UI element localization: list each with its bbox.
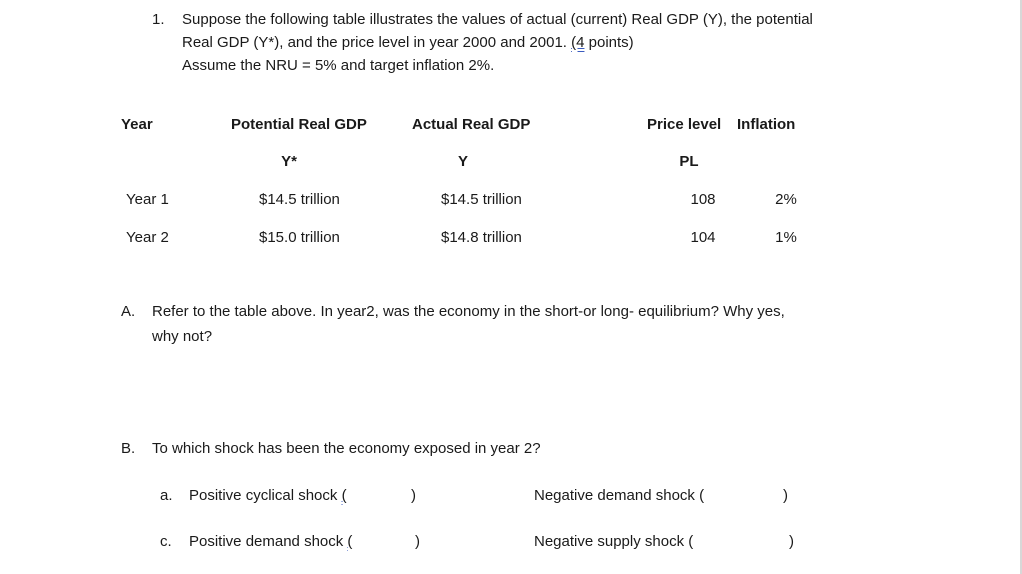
row2-pl: 104	[690, 229, 716, 246]
question-line-2-text: Real GDP (Y*), and the price level in year 2000 and 2001.	[182, 34, 572, 51]
part-a-line-1: Refer to the table above. In year2, was the economy in the short-or long- equilibrium? Why yes,	[152, 303, 785, 320]
option-c-close: )	[415, 533, 420, 550]
points-link[interactable]: (4	[571, 34, 585, 51]
header-actual-gdp: Actual Real GDP	[412, 116, 531, 133]
row1-actual: $14.5 trillion	[441, 191, 522, 208]
question-line-1: Suppose the following table illustrates the values of actual (current) Real GDP (Y), the potential	[182, 11, 813, 28]
subheader-ystar: Y*	[281, 153, 297, 170]
part-a-line-2: why not?	[152, 328, 213, 345]
row1-potential: $14.5 trillion	[259, 191, 340, 208]
header-year: Year	[121, 116, 153, 133]
option-c-text: Positive demand shock	[189, 533, 348, 550]
header-price-level: Price level	[647, 116, 722, 133]
subheader-pl: PL	[679, 153, 699, 170]
header-potential-gdp: Potential Real GDP	[231, 116, 367, 133]
row2-year: Year 2	[126, 229, 169, 246]
subheader-y: Y	[457, 153, 469, 170]
option-c-negative-demand-close: )	[783, 487, 788, 504]
option-d-close: )	[789, 533, 794, 550]
row2-inflation: 1%	[775, 229, 797, 246]
part-a-label: A.	[121, 303, 136, 320]
option-a	[189, 485, 347, 507]
option-a-letter: a.	[160, 487, 173, 504]
option-a-text: Positive cyclical shock	[189, 487, 342, 504]
option-c-blank-link[interactable]: (	[347, 533, 353, 550]
option-c-negative-demand: Negative demand shock (	[534, 487, 705, 504]
question-line-2	[182, 32, 634, 54]
option-a-close: )	[411, 487, 416, 504]
question-line-2-suffix: points)	[584, 34, 634, 51]
row1-year: Year 1	[126, 191, 169, 208]
question-line-3: Assume the NRU = 5% and target inflation 2%.	[182, 57, 495, 74]
question-number: 1.	[152, 11, 165, 28]
option-c-positive-demand	[189, 531, 352, 553]
option-a-blank-link[interactable]: (	[341, 487, 347, 504]
part-b-label: B.	[121, 440, 136, 457]
row1-inflation: 2%	[775, 191, 797, 208]
row2-potential: $15.0 trillion	[259, 229, 340, 246]
part-b-text: To which shock has been the economy exposed in year 2?	[152, 440, 541, 457]
option-c-letter: c.	[160, 533, 172, 550]
row2-actual: $14.8 trillion	[441, 229, 522, 246]
header-inflation: Inflation	[737, 116, 796, 133]
row1-pl: 108	[690, 191, 716, 208]
option-d-negative-supply: Negative supply shock (	[534, 533, 694, 550]
